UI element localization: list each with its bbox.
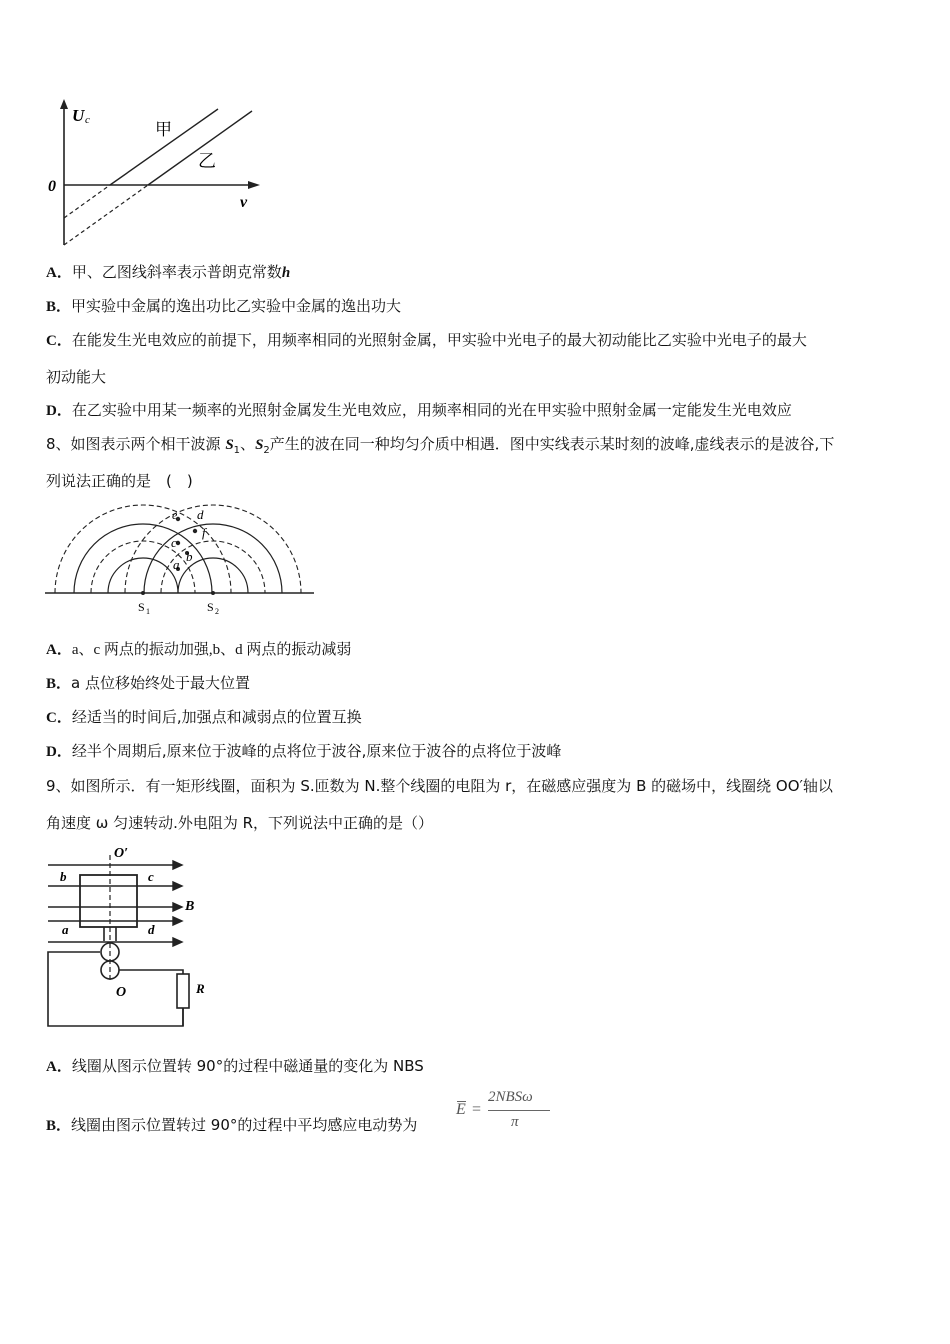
resistor: [177, 974, 189, 1008]
option-text-cont: 初动能大: [46, 368, 107, 386]
s1-sub: 1: [233, 445, 241, 456]
option-text: a 点位移始终处于最大位置: [71, 674, 250, 692]
option-text: a、c 两点的振动加强,b、d 两点的振动减弱: [71, 642, 352, 658]
s1: S: [225, 437, 234, 453]
option-text: 在能发生光电效应的前提下，用频率相同的光照射金属，甲实验中光电子的最大初动能比乙实验中光电子的最大: [71, 331, 807, 349]
rotating-coil-figure: [40, 843, 220, 1033]
question-number: 9、: [46, 777, 71, 795]
planck-symbol: h: [281, 265, 291, 281]
option-letter: C．: [46, 333, 72, 349]
q8-stem-line2: [46, 471, 193, 491]
formula-eq: =: [472, 1101, 482, 1118]
label-a: a: [173, 557, 180, 572]
label-d: d: [197, 507, 204, 522]
s2-sub: 2: [263, 445, 270, 456]
question-number: 8、: [46, 435, 71, 453]
formula-lhs: E: [456, 1101, 466, 1118]
label-c: c: [171, 535, 177, 550]
option-letter: C．: [46, 710, 72, 726]
option-text: 经半个周期后,原来位于波峰的点将位于波谷,原来位于波谷的点将位于波峰: [71, 742, 562, 760]
option-text: 线圈由图示位置转过 90°的过程中平均感应电动势为: [71, 1116, 418, 1134]
label-r: R: [196, 981, 205, 996]
label-o: O: [116, 985, 127, 1000]
option-letter: A．: [46, 1059, 72, 1075]
label-a: a: [62, 922, 69, 937]
s2: S: [255, 437, 264, 453]
option-letter: D．: [46, 403, 72, 419]
stem-text: 如图所示．有一矩形线圈，面积为 S.匝数为 N.整个线圈的电阻为 r，在磁感应强度为 B 的磁场中，线圈绕 OO′轴以: [70, 777, 833, 795]
q7-option-a[interactable]: [46, 262, 290, 283]
option-letter: B．: [46, 299, 72, 315]
option-text: 甲、乙图线斜率表示普朗克常数: [71, 263, 282, 281]
option-letter: A．: [46, 265, 72, 281]
origin-label: 0: [48, 178, 56, 195]
label-o-prime: O′: [114, 846, 129, 861]
label-d: d: [148, 922, 155, 937]
wave-interference-figure: [40, 497, 325, 622]
q8-option-a[interactable]: [46, 639, 351, 660]
q8-option-b[interactable]: [46, 673, 250, 694]
q9-stem-line2: [46, 813, 433, 833]
label-s1-sub: 1: [146, 607, 150, 616]
q9-option-a[interactable]: [46, 1056, 424, 1077]
source-s2: [211, 591, 215, 595]
x-axis-arrow: [248, 181, 260, 189]
option-letter: B．: [46, 676, 72, 692]
stem-text-2: 角速度 ω 匀速转动.外电阻为 R，下列说法中正确的是（）: [46, 814, 434, 832]
label-b: b: [60, 869, 67, 884]
s1-crest-1: [108, 558, 178, 593]
q9-stem: [46, 776, 833, 796]
label-c: c: [148, 869, 154, 884]
formula-numerator: 2NBSω: [488, 1089, 533, 1105]
coil: [80, 875, 137, 927]
option-letter: B．: [46, 1118, 72, 1134]
label-s2-sub: 2: [215, 607, 219, 616]
label-b: b: [186, 549, 193, 564]
label-f: f: [202, 525, 206, 540]
sep: 、: [240, 435, 256, 453]
photoelectric-graph: [40, 95, 270, 255]
formula-denominator: π: [511, 1114, 519, 1130]
q8-option-d[interactable]: [46, 741, 561, 762]
y-axis-label: U: [72, 106, 85, 125]
stem-text: 如图表示两个相干波源: [70, 435, 226, 453]
option-text: 在乙实验中用某一频率的光照射金属发生光电效应，用频率相同的光在甲实验中照射金属一定能发生光电效应: [71, 401, 792, 419]
point-f: [193, 529, 197, 533]
option-text: 经适当的时间后,加强点和减弱点的位置互换: [71, 708, 362, 726]
q8-stem: [46, 434, 834, 461]
line-yi-dashed: [64, 185, 148, 245]
line-jia-dashed: [64, 185, 110, 218]
y-axis-label-sub: c: [85, 114, 90, 126]
label-yi: 乙: [198, 151, 216, 172]
label-b-field: B: [185, 899, 195, 914]
x-axis-label: v: [240, 194, 248, 211]
option-text: 线圈从图示位置转 90°的过程中磁通量的变化为 NBS: [71, 1057, 424, 1075]
circuit-wire-2: [119, 970, 183, 974]
s1-trough-2: [55, 505, 231, 593]
q7-option-b[interactable]: [46, 296, 401, 317]
q8-option-c[interactable]: [46, 707, 362, 728]
option-text: 甲实验中金属的逸出功比乙实验中金属的逸出功大: [71, 297, 402, 315]
label-s1: S: [138, 600, 145, 614]
option-letter: D．: [46, 744, 72, 760]
option-letter: A．: [46, 642, 72, 658]
average-emf-formula: [455, 1085, 555, 1140]
q9-option-b[interactable]: [46, 1115, 417, 1136]
q7-option-c-cont: [46, 367, 106, 387]
stem-text-3: 列说法正确的是 ( ): [46, 472, 193, 490]
q7-option-d[interactable]: [46, 400, 792, 421]
source-s1: [141, 591, 145, 595]
label-jia: 甲: [155, 120, 172, 140]
y-axis-arrow: [60, 99, 68, 109]
label-e: e: [172, 508, 178, 522]
fraction-line: [488, 1110, 550, 1111]
label-s2: S: [207, 600, 214, 614]
s2-trough-2: [125, 505, 301, 593]
q7-option-c[interactable]: [46, 330, 807, 351]
stem-text-2: 产生的波在同一种均匀介质中相遇．图中实线表示某时刻的波峰,虚线表示的是波谷,下: [269, 435, 835, 453]
